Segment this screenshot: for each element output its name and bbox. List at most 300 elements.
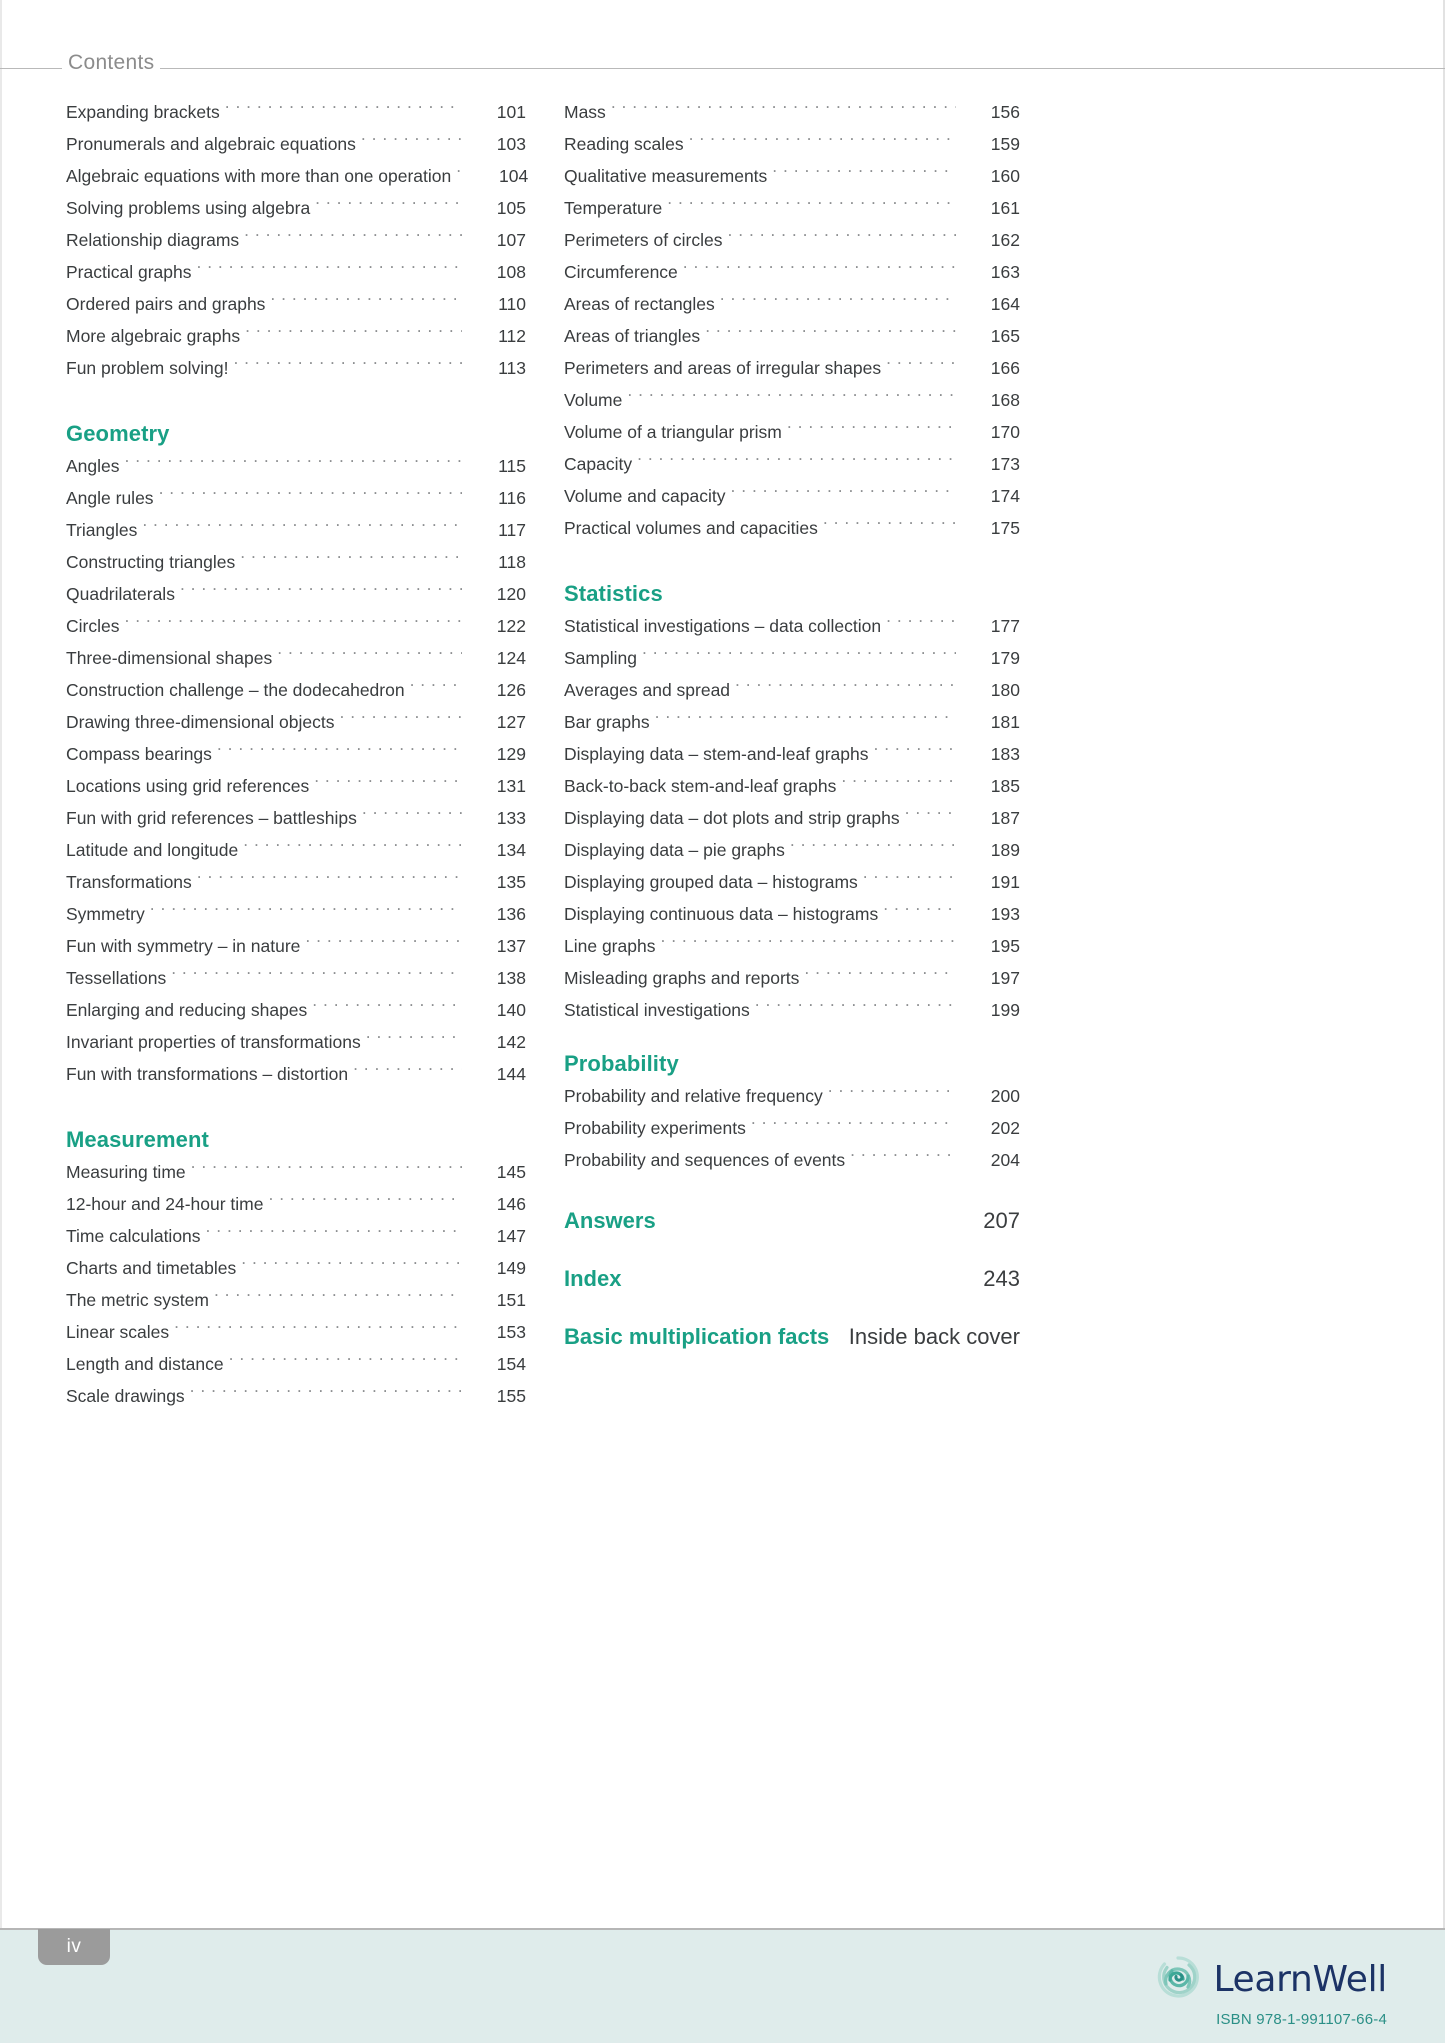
toc-entry-title: 12-hour and 24-hour time <box>66 1194 264 1214</box>
toc-entry-page: 110 <box>498 294 526 314</box>
dot-leader <box>315 197 462 215</box>
toc-entry-title: Expanding brackets <box>66 102 220 122</box>
page-edge-left <box>0 0 2 2043</box>
toc-entry-page: 103 <box>496 134 526 154</box>
toc-entry-title: Practical volumes and capacities <box>564 518 818 538</box>
toc-entry[interactable] <box>564 384 1020 416</box>
brand-name: LearnWell <box>1213 1959 1387 2000</box>
toc-entry-title: Line graphs <box>564 936 656 956</box>
dot-leader <box>873 743 956 761</box>
dot-leader <box>361 133 462 151</box>
toc-entry-title: Probability and relative frequency <box>564 1086 823 1106</box>
toc-entry-page: 126 <box>496 680 526 700</box>
dot-leader <box>456 165 464 183</box>
toc-entry[interactable] <box>66 256 526 288</box>
dot-leader <box>314 775 462 793</box>
toc-entry[interactable] <box>66 610 526 642</box>
toc-entry-title: Time calculations <box>66 1226 201 1246</box>
toc-entry-title: Misleading graphs and reports <box>564 968 800 988</box>
toc-entry-page: 134 <box>496 840 526 860</box>
dot-leader <box>277 647 462 665</box>
dot-leader <box>850 1149 956 1167</box>
toc-entry-page: 168 <box>990 390 1020 410</box>
dot-leader <box>655 711 956 729</box>
dot-leader <box>268 1193 462 1211</box>
toc-entry[interactable] <box>564 1080 1020 1112</box>
toc-entry-page: 161 <box>990 198 1020 218</box>
toc-entry-page: 177 <box>990 616 1020 636</box>
section-spacer <box>564 1302 1020 1314</box>
toc-entry[interactable] <box>564 866 1020 898</box>
toc-entry-title: Displaying continuous data – histograms <box>564 904 879 924</box>
toc-entry-title: Temperature <box>564 198 663 218</box>
toc-entry-title: Areas of triangles <box>564 326 701 346</box>
toc-entry-title: Probability experiments <box>564 1118 746 1138</box>
toc-entry-title: Index <box>564 1266 622 1291</box>
toc-entry-page: 189 <box>990 840 1020 860</box>
toc-link-index[interactable] <box>564 1256 1020 1302</box>
section-heading-geometry: Geometry <box>66 421 170 446</box>
toc-entry[interactable] <box>564 930 1020 962</box>
toc-entry-title: Displaying data – pie graphs <box>564 840 785 860</box>
header-rule-left <box>0 68 62 69</box>
toc-entry-title: Averages and spread <box>564 680 731 700</box>
toc-entry[interactable] <box>66 994 526 1026</box>
toc-entry[interactable] <box>564 1144 1020 1176</box>
dot-leader <box>410 679 462 697</box>
toc-entry[interactable] <box>564 642 1020 674</box>
toc-entry-title: Displaying grouped data – histograms <box>564 872 858 892</box>
toc-entry[interactable] <box>66 866 526 898</box>
dot-leader <box>174 1321 462 1339</box>
dot-leader <box>240 551 462 569</box>
dot-leader <box>150 903 462 921</box>
toc-entry-title: Transformations <box>66 872 192 892</box>
toc-entry[interactable] <box>66 1316 526 1348</box>
toc-entry[interactable] <box>564 834 1020 866</box>
toc-entry-title: Length and distance <box>66 1354 224 1374</box>
dot-leader <box>660 935 956 953</box>
toc-entry-title: Angles <box>66 456 120 476</box>
toc-entry[interactable] <box>66 352 526 384</box>
toc-entry-page: 200 <box>990 1086 1020 1106</box>
dot-leader <box>683 261 956 279</box>
dot-leader <box>190 1385 462 1403</box>
toc-entry-title: Invariant properties of transformations <box>66 1032 361 1052</box>
dot-leader <box>735 679 956 697</box>
toc-entry[interactable] <box>66 128 526 160</box>
dot-leader <box>863 871 956 889</box>
toc-entry-page: 135 <box>496 872 526 892</box>
dot-leader <box>751 1117 956 1135</box>
dot-leader <box>772 165 956 183</box>
toc-entry-title: Back-to-back stem-and-leaf graphs <box>564 776 837 796</box>
dot-leader <box>124 615 462 633</box>
toc-entry-title: Perimeters and areas of irregular shapes <box>564 358 882 378</box>
dot-leader <box>245 325 462 343</box>
toc-entry-page: 202 <box>990 1118 1020 1138</box>
dot-leader <box>755 999 956 1017</box>
toc-entry[interactable] <box>66 674 526 706</box>
section-heading-measurement: Measurement <box>66 1127 209 1152</box>
toc-entry-title: Linear scales <box>66 1322 170 1342</box>
dot-leader <box>642 647 956 665</box>
toc-entry-page: 199 <box>990 1000 1020 1020</box>
toc-entry-title: Tessellations <box>66 968 167 988</box>
toc-entry[interactable] <box>66 1026 526 1058</box>
toc-entry-page: 131 <box>496 776 526 796</box>
dot-leader <box>841 775 956 793</box>
dot-leader <box>270 293 462 311</box>
dot-leader <box>180 583 462 601</box>
toc-entry-page: 180 <box>990 680 1020 700</box>
toc-column-right <box>564 96 1020 1360</box>
toc-entry[interactable] <box>66 834 526 866</box>
toc-entry[interactable] <box>66 706 526 738</box>
toc-entry-title: Reading scales <box>564 134 684 154</box>
toc-entry-page: 129 <box>496 744 526 764</box>
toc-entry-title: Basic multiplication facts <box>564 1324 830 1349</box>
dot-leader <box>667 197 956 215</box>
toc-entry[interactable] <box>66 160 529 192</box>
toc-entry[interactable] <box>564 802 1020 834</box>
toc-entry-title: Statistical investigations <box>564 1000 750 1020</box>
dot-leader <box>705 325 956 343</box>
dot-leader <box>196 261 462 279</box>
toc-entry[interactable] <box>564 352 1020 384</box>
dot-leader <box>804 967 956 985</box>
section-spacer <box>564 1026 1020 1048</box>
dot-leader <box>125 455 462 473</box>
toc-entry-page: 162 <box>990 230 1020 250</box>
dot-leader <box>886 615 956 633</box>
header-rule-right <box>160 68 1445 69</box>
toc-entry-page: 197 <box>990 968 1020 988</box>
dot-leader <box>731 485 957 503</box>
toc-entry-page: 193 <box>990 904 1020 924</box>
toc-entry-title: Displaying data – dot plots and strip graphs <box>564 808 900 828</box>
toc-entry-page: 105 <box>496 198 526 218</box>
toc-link-answers[interactable] <box>564 1198 1020 1244</box>
toc-entry-title: Compass bearings <box>66 744 212 764</box>
dot-leader <box>244 229 462 247</box>
dot-leader <box>243 839 462 857</box>
dot-leader <box>217 743 462 761</box>
toc-entry-page: 138 <box>496 968 526 988</box>
toc-entry-title: Algebraic equations with more than one operation <box>66 166 452 186</box>
toc-entry-title: Constructing triangles <box>66 552 236 572</box>
toc-entry[interactable] <box>66 1156 526 1188</box>
toc-entry-page: 122 <box>496 616 526 636</box>
toc-entry-page: 127 <box>496 712 526 732</box>
page-number-badge: iv <box>38 1929 110 1965</box>
toc-entry-page: 163 <box>990 262 1020 282</box>
toc-entry-title: Three-dimensional shapes <box>66 648 273 668</box>
toc-entry[interactable] <box>564 962 1020 994</box>
spiral-logo-icon <box>1155 1954 1201 2005</box>
section-spacer <box>66 1090 526 1124</box>
toc-entry-page: 181 <box>990 712 1020 732</box>
dot-leader <box>353 1063 462 1081</box>
toc-entry[interactable] <box>66 450 526 482</box>
publisher-brand <box>1155 1954 1387 2028</box>
toc-entry-title: Volume of a triangular prism <box>564 422 782 442</box>
page-footer <box>0 1928 1445 2043</box>
dot-leader <box>305 935 462 953</box>
toc-entry[interactable] <box>564 288 1020 320</box>
section-heading-probability: Probability <box>564 1051 679 1076</box>
page-title: Contents <box>68 50 155 74</box>
toc-entry[interactable] <box>564 224 1020 256</box>
toc-entry-page: 137 <box>496 936 526 956</box>
toc-entry-title: Enlarging and reducing shapes <box>66 1000 308 1020</box>
toc-entry-title: Qualitative measurements <box>564 166 768 186</box>
dot-leader <box>339 711 462 729</box>
dot-leader <box>662 1212 954 1228</box>
toc-entry[interactable] <box>66 96 526 128</box>
toc-entry-title: Fun with symmetry – in nature <box>66 936 301 956</box>
toc-entry-title: Areas of rectangles <box>564 294 715 314</box>
toc-entry[interactable] <box>564 480 1020 512</box>
dot-leader <box>627 1270 954 1286</box>
toc-entry[interactable] <box>564 448 1020 480</box>
toc-entry-page: 140 <box>496 1000 526 1020</box>
toc-entry-page: 147 <box>496 1226 526 1246</box>
dot-leader <box>720 293 956 311</box>
dot-leader <box>823 517 956 535</box>
section-spacer <box>564 1244 1020 1256</box>
toc-entry-title: Volume and capacity <box>564 486 726 506</box>
toc-entry-page: 151 <box>496 1290 526 1310</box>
toc-entry[interactable] <box>564 320 1020 352</box>
toc-entry-title: Statistical investigations – data collection <box>564 616 882 636</box>
toc-entry-title: Construction challenge – the dodecahedron <box>66 680 405 700</box>
dot-leader <box>905 807 956 825</box>
toc-entry-page: 118 <box>498 552 526 572</box>
toc-entry-title: Triangles <box>66 520 138 540</box>
dot-leader <box>197 871 462 889</box>
section-spacer <box>564 544 1020 578</box>
toc-column-left <box>66 96 529 1412</box>
toc-entry-page: 173 <box>990 454 1020 474</box>
section-spacer <box>66 384 526 418</box>
toc-entry-title: Measuring time <box>66 1162 186 1182</box>
toc-entry-page: 104 <box>499 166 529 186</box>
toc-entry-title: Fun problem solving! <box>66 358 229 378</box>
toc-entry[interactable] <box>66 192 526 224</box>
toc-entry[interactable] <box>66 320 526 352</box>
toc-entry-page: 156 <box>990 102 1020 122</box>
toc-entry-page: 107 <box>496 230 526 250</box>
toc-entry-title: Bar graphs <box>564 712 650 732</box>
toc-entry-page: 174 <box>990 486 1020 506</box>
toc-entry-title: Mass <box>564 102 606 122</box>
toc-entry-title: Solving problems using algebra <box>66 198 311 218</box>
toc-entry-page: 185 <box>990 776 1020 796</box>
toc-entry-page: 160 <box>990 166 1020 186</box>
toc-entry[interactable] <box>564 128 1020 160</box>
toc-entry-page: 165 <box>990 326 1020 346</box>
toc-entry-page: 146 <box>496 1194 526 1214</box>
isbn-text: ISBN 978-1-991107-66-4 <box>1216 2011 1387 2028</box>
toc-entry-title: Ordered pairs and graphs <box>66 294 266 314</box>
toc-entry[interactable] <box>564 674 1020 706</box>
dot-leader <box>689 133 956 151</box>
toc-entry-page: 195 <box>990 936 1020 956</box>
dot-leader <box>191 1161 462 1179</box>
toc-entry[interactable] <box>66 1348 526 1380</box>
toc-entry-title: More algebraic graphs <box>66 326 241 346</box>
dot-leader <box>790 839 956 857</box>
toc-entry-title: Perimeters of circles <box>564 230 723 250</box>
dot-leader <box>366 1031 462 1049</box>
toc-entry-page: 183 <box>990 744 1020 764</box>
toc-entry[interactable] <box>564 610 1020 642</box>
toc-entry[interactable] <box>564 160 1020 192</box>
toc-entry-page: 145 <box>496 1162 526 1182</box>
toc-entry-page: 113 <box>498 358 526 378</box>
toc-entry[interactable] <box>66 1058 526 1090</box>
toc-entry[interactable] <box>564 256 1020 288</box>
dot-leader <box>142 519 462 537</box>
toc-entry-page: 124 <box>496 648 526 668</box>
section-heading-statistics: Statistics <box>564 581 663 606</box>
toc-entry-page: 159 <box>990 134 1020 154</box>
toc-entry[interactable] <box>66 802 526 834</box>
dot-leader <box>883 903 956 921</box>
dot-leader <box>312 999 462 1017</box>
toc-entry-page: 166 <box>990 358 1020 378</box>
toc-entry-title: Angle rules <box>66 488 154 508</box>
toc-entry-page: 164 <box>990 294 1020 314</box>
toc-entry-page: 207 <box>983 1208 1020 1233</box>
dot-leader <box>214 1289 462 1307</box>
toc-entry-page: Inside back cover <box>848 1324 1020 1349</box>
dot-leader <box>171 967 462 985</box>
toc-entry-title: Locations using grid references <box>66 776 310 796</box>
toc-entry[interactable] <box>66 482 526 514</box>
toc-entry-page: 136 <box>496 904 526 924</box>
dot-leader <box>225 101 462 119</box>
dot-leader <box>206 1225 462 1243</box>
toc-entry-page: 112 <box>498 326 526 346</box>
toc-entry-page: 153 <box>496 1322 526 1342</box>
page-header <box>0 46 1445 78</box>
toc-entry-page: 120 <box>496 584 526 604</box>
dot-leader <box>728 229 956 247</box>
toc-entry-page: 116 <box>498 488 526 508</box>
dot-leader <box>828 1085 956 1103</box>
dot-leader <box>229 1353 462 1371</box>
toc-entry[interactable] <box>66 962 526 994</box>
toc-entry-title: Symmetry <box>66 904 145 924</box>
toc-entry[interactable] <box>66 1380 526 1412</box>
toc-entry-title: Practical graphs <box>66 262 192 282</box>
toc-entry-title: Volume <box>564 390 623 410</box>
toc-entry[interactable] <box>66 930 526 962</box>
dot-leader <box>886 357 956 375</box>
toc-entry-title: Charts and timetables <box>66 1258 237 1278</box>
toc-entry[interactable] <box>564 512 1020 544</box>
toc-entry[interactable] <box>564 994 1020 1026</box>
toc-entry-title: Circumference <box>564 262 678 282</box>
toc-entry-title: Fun with transformations – distortion <box>66 1064 349 1084</box>
toc-entry[interactable] <box>66 1252 526 1284</box>
dot-leader <box>637 453 956 471</box>
toc-entry-title: Answers <box>564 1208 656 1233</box>
dot-leader <box>611 101 956 119</box>
toc-entry-page: 191 <box>990 872 1020 892</box>
toc-entry[interactable] <box>564 1112 1020 1144</box>
toc-entry-title: Circles <box>66 616 120 636</box>
toc-entry-page: 243 <box>983 1266 1020 1291</box>
toc-entry-title: Relationship diagrams <box>66 230 240 250</box>
toc-entry-page: 149 <box>496 1258 526 1278</box>
toc-entry-page: 115 <box>498 456 526 476</box>
toc-entry-page: 179 <box>990 648 1020 668</box>
dot-leader <box>362 807 462 825</box>
toc-entry[interactable] <box>66 224 526 256</box>
toc-entry-title: Capacity <box>564 454 633 474</box>
section-spacer <box>564 1176 1020 1198</box>
toc-entry-title: Scale drawings <box>66 1386 185 1406</box>
toc-entry-page: 170 <box>990 422 1020 442</box>
toc-entry[interactable] <box>564 738 1020 770</box>
toc-entry-title: The metric system <box>66 1290 209 1310</box>
toc-entry-title: Fun with grid references – battleships <box>66 808 357 828</box>
toc-entry[interactable] <box>66 770 526 802</box>
dot-leader <box>241 1257 462 1275</box>
toc-entry[interactable] <box>66 898 526 930</box>
toc-entry[interactable] <box>564 416 1020 448</box>
toc-entry[interactable] <box>66 738 526 770</box>
toc-entry[interactable] <box>66 1284 526 1316</box>
toc-entry-page: 175 <box>990 518 1020 538</box>
toc-entry[interactable] <box>66 1188 526 1220</box>
toc-entry[interactable] <box>564 96 1020 128</box>
toc-entry-page: 108 <box>496 262 526 282</box>
toc-entry-page: 154 <box>496 1354 526 1374</box>
toc-entry-page: 117 <box>498 520 526 540</box>
toc-entry-page: 144 <box>496 1064 526 1084</box>
dot-leader <box>159 487 462 505</box>
toc-entry[interactable] <box>564 770 1020 802</box>
dot-leader <box>835 1328 849 1344</box>
toc-entry-page: 142 <box>496 1032 526 1052</box>
toc-entry[interactable] <box>66 1220 526 1252</box>
dot-leader <box>627 389 956 407</box>
toc-entry-page: 204 <box>990 1150 1020 1170</box>
toc-entry[interactable] <box>564 898 1020 930</box>
toc-entry-title: Probability and sequences of events <box>564 1150 846 1170</box>
toc-link-basic-multiplication-facts[interactable] <box>564 1314 1020 1360</box>
toc-entry-title: Displaying data – stem-and-leaf graphs <box>564 744 869 764</box>
toc-entry-page: 155 <box>496 1386 526 1406</box>
toc-entry[interactable] <box>66 514 526 546</box>
toc-entry[interactable] <box>66 288 526 320</box>
toc-entry-title: Pronumerals and algebraic equations <box>66 134 356 154</box>
toc-entry-page: 133 <box>496 808 526 828</box>
toc-entry-title: Drawing three-dimensional objects <box>66 712 335 732</box>
toc-entry-title: Quadrilaterals <box>66 584 175 604</box>
toc-entry[interactable] <box>564 192 1020 224</box>
toc-entry[interactable] <box>66 578 526 610</box>
toc-entry-page: 187 <box>990 808 1020 828</box>
toc-entry[interactable] <box>66 546 526 578</box>
toc-entry[interactable] <box>564 706 1020 738</box>
toc-entry[interactable] <box>66 642 526 674</box>
toc-entry-page: 101 <box>496 102 526 122</box>
